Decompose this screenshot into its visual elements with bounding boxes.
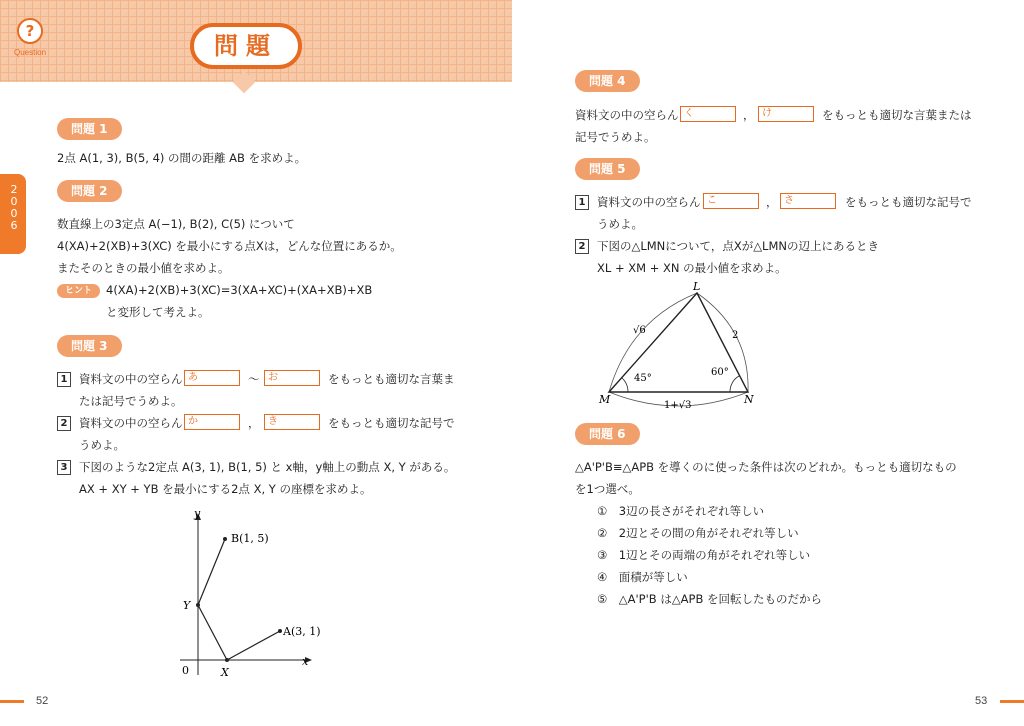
option-4: ④ 面積が等しい xyxy=(597,570,688,584)
blank-ka: か xyxy=(184,414,240,430)
page-title: 問題 xyxy=(190,23,302,69)
p5-q1-post: をもっとも適切な記号で xyxy=(845,195,972,209)
problem-2-line2: 4(XA)+2(XB)+3(XC) を最小にする点Xは，どんな位置にあるか。 xyxy=(57,239,402,253)
page-number-left: 52 xyxy=(36,695,49,707)
origin-label: 0 xyxy=(182,664,189,677)
problem-3-label: 問題 3 xyxy=(57,335,122,357)
p5-q2-line1: 下図の△LMNについて，点Xが△LMNの辺上にあるとき xyxy=(597,239,879,253)
problem-2-line3: またそのときの最小値を求めよ。 xyxy=(57,261,230,275)
sub-question-number: 1 xyxy=(575,195,589,210)
problem-5-label: 問題 5 xyxy=(575,158,640,180)
side-mn-label: 1+√3 xyxy=(664,400,692,410)
p3-q2-sep: ， xyxy=(248,416,260,430)
side-ln-label: 2 xyxy=(732,330,739,341)
option-1: ① 3辺の長さがそれぞれ等しい xyxy=(597,504,765,518)
p6-line1: △A'P'B≡△APB を導くのに使った条件は次のどれか。もっとも適切なもの xyxy=(575,460,957,474)
y-axis-label: y xyxy=(194,507,201,520)
p5-q1-sep: ， xyxy=(766,195,778,209)
p4-sep: ， xyxy=(743,108,755,122)
sub-question-number: 3 xyxy=(57,460,71,475)
angle-m-label: 45° xyxy=(634,373,652,384)
problem-6-label: 問題 6 xyxy=(575,423,640,445)
p4-pre: 資料文の中の空らん xyxy=(575,108,679,122)
segment-yx xyxy=(198,605,227,660)
question-label: Question xyxy=(14,48,47,57)
side-lm-label: √6 xyxy=(633,325,646,336)
x-axis-label: x xyxy=(302,655,309,668)
vertex-l-label: L xyxy=(693,280,701,293)
blank-ku: く xyxy=(680,106,736,122)
option-5: ⑤ △A'P'B は△APB を回転したものだから xyxy=(597,592,823,606)
point-b-label: B(1, 5) xyxy=(231,532,269,545)
blank-ke: け xyxy=(758,106,814,122)
point-x-label: X xyxy=(221,666,229,679)
p5-q1-pre: 資料文の中の空らん xyxy=(597,195,701,209)
blank-ki: き xyxy=(264,414,320,430)
sub-question-number: 2 xyxy=(57,416,71,431)
p3-q2-pre: 資料文の中の空らん xyxy=(79,416,183,430)
p4-post: をもっとも適切な言葉または xyxy=(822,108,972,122)
p3-q1-post: をもっとも適切な言葉ま xyxy=(328,372,455,386)
p3-q3-line1: 下図のような2定点 A(3, 1), B(1, 5) と x軸，y軸上の動点 X, Y がある。 xyxy=(79,460,456,474)
problem-1-label: 問題 1 xyxy=(57,118,122,140)
hint-line1: 4(XA)+2(XB)+3(XC)=3(XA+XC)+(XA+XB)+XB xyxy=(106,283,373,297)
page-number-right: 53 xyxy=(975,695,988,707)
coordinate-graph xyxy=(170,505,330,685)
option-3: ③ 1辺とその両端の角がそれぞれ等しい xyxy=(597,548,811,562)
blank-o: お xyxy=(264,370,320,386)
p3-q1-sep: ～ xyxy=(248,372,260,386)
point-x xyxy=(225,658,229,662)
angle-m-arc xyxy=(622,378,628,392)
angle-n-arc xyxy=(730,376,739,392)
blank-sa: さ xyxy=(780,193,836,209)
point-y xyxy=(196,603,200,607)
problem-4-label: 問題 4 xyxy=(575,70,640,92)
point-b xyxy=(223,537,227,541)
p3-q1-line2: たは記号でうめよ。 xyxy=(79,394,183,408)
option-2: ② 2辺とその間の角がそれぞれ等しい xyxy=(597,526,799,540)
problem-1-text: 2点 A(1, 3), B(5, 4) の間の距離 AB を求めよ。 xyxy=(57,151,307,165)
p3-q2-post: をもっとも適切な記号で xyxy=(328,416,455,430)
p3-q1-pre: 資料文の中の空らん xyxy=(79,372,183,386)
point-a-label: A(3, 1) xyxy=(283,625,321,638)
p5-q2-line2: XL + XM + XN の最小値を求めよ。 xyxy=(597,261,787,275)
hint-badge: ヒント xyxy=(57,284,100,298)
sub-question-number: 1 xyxy=(57,372,71,387)
vertex-m-label: M xyxy=(599,393,611,406)
p3-q3-line2: AX + XY + YB を最小にする2点 X, Y の座標を求めよ。 xyxy=(79,482,372,496)
question-icon: ? xyxy=(17,18,43,44)
p6-line2: を1つ選べ。 xyxy=(575,482,640,496)
p5-q1-line2: うめよ。 xyxy=(597,217,643,231)
problem-2-label: 問題 2 xyxy=(57,180,122,202)
year-label: 2006 xyxy=(10,183,18,232)
footer-line-right xyxy=(1000,700,1024,703)
triangle-lmn xyxy=(590,280,770,410)
footer-line-left xyxy=(0,700,24,703)
sub-question-number: 2 xyxy=(575,239,589,254)
hint-line2: と変形して考えよ。 xyxy=(106,305,210,319)
angle-n-label: 60° xyxy=(711,367,729,378)
segment-xa xyxy=(227,631,280,660)
segment-by xyxy=(198,539,225,605)
point-a xyxy=(278,629,282,633)
blank-ko: こ xyxy=(703,193,759,209)
p4-line2: 記号でうめよ。 xyxy=(575,130,656,144)
p3-q2-line2: うめよ。 xyxy=(79,438,125,452)
point-y-label: Y xyxy=(183,599,191,612)
blank-a: あ xyxy=(184,370,240,386)
vertex-n-label: N xyxy=(744,393,754,406)
problem-2-line1: 数直線上の3定点 A(−1), B(2), C(5) について xyxy=(57,217,295,231)
